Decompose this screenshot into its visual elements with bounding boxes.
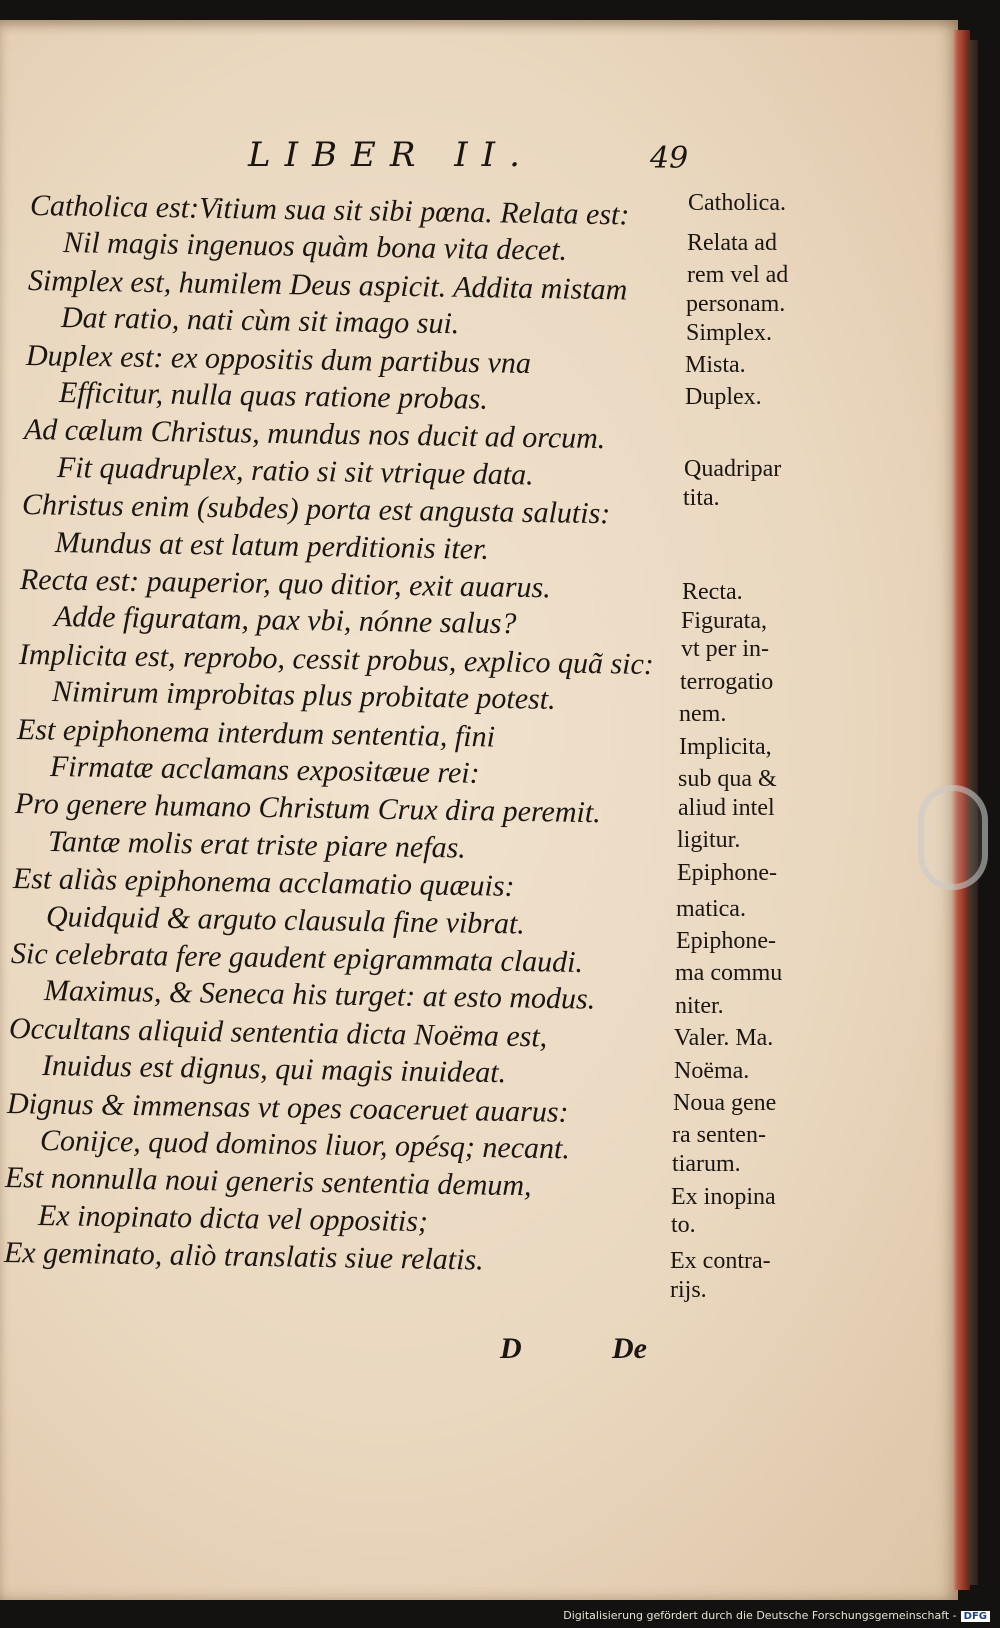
margin-note: Recta. xyxy=(682,579,743,605)
dfg-logo: DFG xyxy=(961,1611,990,1622)
margin-note: Quadripar xyxy=(684,456,782,482)
margin-note: ligitur. xyxy=(677,827,741,853)
margin-note: matica. xyxy=(676,896,746,922)
margin-note: ma commu xyxy=(675,960,783,986)
book-page xyxy=(0,20,958,1600)
verse-line: Est epiphonema interdum sententia, fini xyxy=(16,713,496,754)
margin-note: Catholica. xyxy=(688,190,786,216)
digitization-credit xyxy=(563,1609,990,1622)
verse-line: Pro genere humano Christum Crux dira peremit. xyxy=(14,787,601,830)
verse-line: Fit quadruplex, ratio si sit vtrique data. xyxy=(56,451,534,492)
margin-note: Figurata, xyxy=(681,608,767,634)
verse-line: Conijce, quod dominos liuor, opésq; necant. xyxy=(39,1124,571,1166)
verse-line: Occultans aliquid sententia dicta Noëma est, xyxy=(8,1012,548,1054)
margin-note: Simplex. xyxy=(686,320,773,346)
verse-line: Tantæ molis erat triste piare nefas. xyxy=(47,825,467,865)
margin-note: ra senten- xyxy=(672,1122,766,1148)
verse-line: Quidquid & arguto clausula fine vibrat. xyxy=(45,900,526,941)
margin-note: Ex inopina xyxy=(671,1184,776,1210)
verse-line: Implicita est, reprobo, cessit probus, explico quã sic: xyxy=(18,638,655,681)
margin-note: Valer. Ma. xyxy=(674,1025,774,1051)
verse-line: Ad cælum Christus, mundus nos ducit ad orcum. xyxy=(23,413,606,456)
verse-line: Inuidus est dignus, qui magis inuideat. xyxy=(41,1049,507,1090)
verse-line: Nimirum improbitas plus probitate potest. xyxy=(51,675,556,716)
verse-line: Dat ratio, nati cùm sit imago sui. xyxy=(60,301,460,341)
margin-note: rem vel ad xyxy=(687,262,789,288)
margin-note: Noua gene xyxy=(673,1090,777,1116)
book-clasp-icon xyxy=(918,785,988,890)
margin-note: Relata ad xyxy=(687,230,777,256)
margin-note: Implicita, xyxy=(679,734,772,760)
signature-mark: D xyxy=(500,1332,522,1365)
margin-note: Noëma. xyxy=(674,1058,750,1084)
margin-note: sub qua & xyxy=(678,766,777,792)
margin-note: terrogatio xyxy=(680,669,774,695)
margin-note: aliud intel xyxy=(678,795,775,821)
margin-note: vt per in- xyxy=(681,636,769,662)
verse-line: Ex geminato, aliò translatis siue relatis. xyxy=(3,1236,484,1277)
running-title: LIBER II. xyxy=(248,135,534,175)
margin-note: niter. xyxy=(675,993,724,1019)
margin-note: tita. xyxy=(683,485,720,511)
margin-note: tiarum. xyxy=(672,1151,741,1177)
catchword: De xyxy=(612,1332,647,1365)
margin-note: rijs. xyxy=(670,1277,707,1303)
folio-number: 49 xyxy=(650,141,689,176)
margin-note: Mista. xyxy=(685,352,746,378)
verse-line: Ex inopinato dicta vel oppositis; xyxy=(37,1199,429,1239)
credit-text: Digitalisierung gefördert durch die Deutsche Forschungsgemeinschaft - xyxy=(563,1609,957,1622)
catchword-line xyxy=(0,1332,700,1372)
verse-line: Mundus at est latum perditionis iter. xyxy=(54,526,490,566)
margin-note: personam. xyxy=(686,291,786,317)
verse-line: Est nonnulla noui generis sententia demum, xyxy=(4,1161,532,1203)
verse-line: Sic celebrata fere gaudent epigrammata claudi. xyxy=(10,937,584,979)
verse-line: Efficitur, nulla quas ratione probas. xyxy=(58,376,489,416)
page-header xyxy=(0,135,958,185)
margin-note: nem. xyxy=(679,701,727,727)
verse-line: Duplex est: ex oppositis dum partibus vna xyxy=(25,339,532,380)
verse-line: Firmatæ acclamans expositæue rei: xyxy=(49,750,480,790)
margin-note: Epiphone- xyxy=(676,928,776,954)
margin-note: Duplex. xyxy=(685,384,762,410)
verse-line: Est aliàs epiphonema acclamatio quæuis: xyxy=(12,862,515,903)
verse-line: Adde figuratam, pax vbi, nónne salus? xyxy=(53,600,517,641)
verse-line: Catholica est:Vitium sua sit sibi pœna. Relata est: xyxy=(29,189,630,232)
verse-line: Recta est: pauperior, quo ditior, exit auarus. xyxy=(19,563,551,605)
verse-line: Dignus & immensas vt opes coaceruet auarus: xyxy=(6,1087,569,1129)
verse-line: Simplex est, humilem Deus aspicit. Addita mistam xyxy=(27,264,628,307)
verse-line: Christus enim (subdes) porta est angusta salutis: xyxy=(21,488,611,531)
verse-line: Maximus, & Seneca his turget: at esto modus. xyxy=(43,974,596,1016)
margin-note: Epiphone- xyxy=(677,860,777,886)
verse-line: Nil magis ingenuos quàm bona vita decet. xyxy=(62,226,568,267)
margin-note: to. xyxy=(671,1212,696,1238)
margin-note: Ex contra- xyxy=(670,1248,771,1274)
